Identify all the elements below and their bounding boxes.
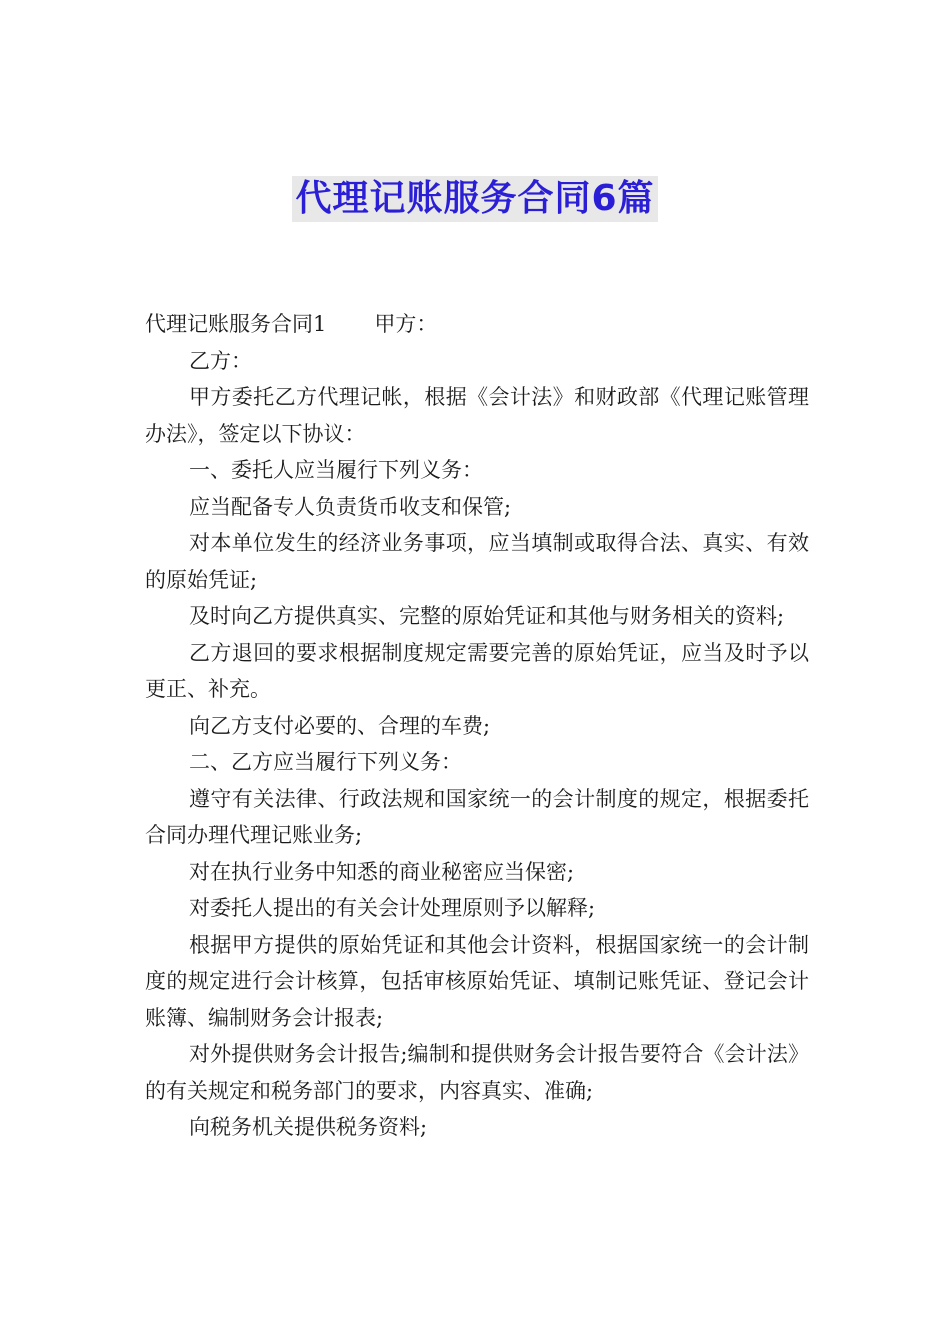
paragraph: 乙方： [189,348,252,373]
paragraph: 甲方委托乙方代理记帐，根据《会计法》和财政部《代理记账管理办法》，签定以下协议： [145,385,809,446]
paragraph: 根据甲方提供的原始凭证和其他会计资料，根据国家统一的会计制度的规定进行会计核算，包括审核原始凭证、填制记账凭证、登记会计账簿、编制财务会计报表; [145,932,809,1030]
document-body [145,306,809,1146]
party-a-label: 甲方： [374,312,438,336]
paragraph: 应当配备专人负责货币收支和保管; [189,494,512,519]
contract-heading: 代理记账服务合同1 [145,312,327,336]
document-title: 代理记账服务合同6篇 [292,176,657,222]
paragraph: 对在执行业务中知悉的商业秘密应当保密; [189,859,575,884]
paragraph: 对委托人提出的有关会计处理原则予以解释; [189,896,596,920]
title-container [0,176,950,222]
paragraph: 乙方退回的要求根据制度规定需要完善的原始凭证，应当及时予以更正、补充。 [145,640,809,701]
paragraph: 向税务机关提供税务资料; [189,1115,428,1139]
paragraph: 及时向乙方提供真实、完整的原始凭证和其他与财务相关的资料; [189,604,785,628]
paragraph: 遵守有关法律、行政法规和国家统一的会计制度的规定，根据委托合同办理代理记账业务; [145,786,809,847]
paragraph: 对本单位发生的经济业务事项，应当填制或取得合法、真实、有效的原始凭证; [145,531,809,592]
section-heading: 一、委托人应当履行下列义务： [189,458,483,482]
paragraph: 向乙方支付必要的、合理的车费; [189,713,491,738]
paragraph: 对外提供财务会计报告;编制和提供财务会计报告要符合《会计法》的有关规定和税务部门的要求，内容真实、准确; [145,1042,809,1103]
contract-heading-line [145,306,809,343]
section-heading: 二、乙方应当履行下列义务： [189,750,462,774]
